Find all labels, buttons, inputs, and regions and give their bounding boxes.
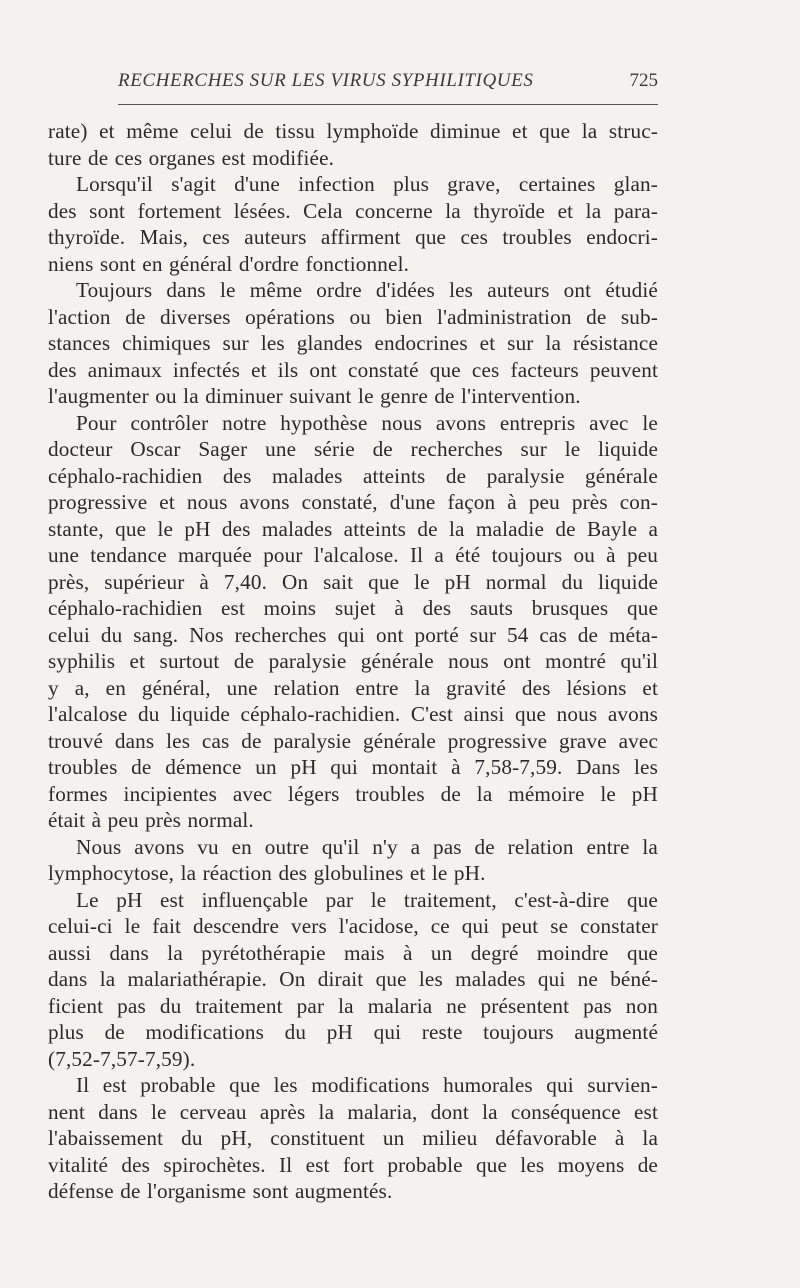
text-line: défense de l'organisme sont augmentés.: [48, 1179, 393, 1203]
text-line: dans la malariathérapie. On dirait que les malades qui ne béné-: [48, 967, 658, 991]
text-line: l'alcalose du liquide céphalo-rachidien. C'est ainsi que nous avons: [48, 702, 658, 726]
text-line: était à peu près normal.: [48, 808, 254, 832]
header-rule: [118, 104, 658, 105]
running-title: RECHERCHES SUR LES VIRUS SYPHILITIQUES: [118, 70, 534, 91]
text-line: plus de modifications du pH qui reste toujours augmenté: [48, 1020, 658, 1044]
text-line: céphalo-rachidien des malades atteints de paralysie générale: [48, 463, 658, 488]
text-line: Pour contrôler notre hypothèse nous avons entrepris avec le: [76, 410, 658, 435]
page-number: 725: [629, 70, 658, 91]
text-line: syphilis et surtout de paralysie générale nous ont montré qu'il: [48, 649, 658, 673]
text-line: docteur Oscar Sager une série de recherches sur le liquide: [48, 437, 658, 461]
text-line: rate) et même celui de tissu lymphoïde diminue et que la struc-: [48, 119, 658, 143]
text-line: celui-ci le fait descendre vers l'acidose, ce qui peut se constater: [48, 914, 658, 938]
text-line: troubles de démence un pH qui montait à 7,58-7,59. Dans les: [48, 755, 658, 779]
text-line: l'abaissement du pH, constituent un milieu défavorable à la: [48, 1126, 658, 1150]
text-line: vitalité des spirochètes. Il est fort probable que les moyens de: [48, 1152, 658, 1177]
text-line: céphalo-rachidien est moins sujet à des sauts brusques que: [48, 596, 658, 620]
text-line: ture de ces organes est modifiée.: [48, 145, 335, 170]
text-line: l'augmenter ou la diminuer suivant le genre de l'intervention.: [48, 384, 581, 408]
text-line: trouvé dans les cas de paralysie générale progressive grave avec: [48, 728, 658, 753]
text-line: formes incipientes avec légers troubles de la mémoire le pH: [48, 781, 658, 806]
text-line: des sont fortement lésées. Cela concerne la thyroïde et la para-: [48, 198, 658, 223]
text-line: (7,52-7,57-7,59).: [48, 1046, 196, 1071]
text-line: des animaux infectés et ils ont constaté que ces facteurs peuvent: [48, 357, 658, 382]
body-text: [48, 118, 658, 1205]
text-line: y a, en général, une relation entre la gravité des lésions et: [48, 675, 658, 700]
text-line: aussi dans la pyrétothérapie mais à un degré moindre que: [48, 940, 658, 965]
text-line: une tendance marquée pour l'alcalose. Il a été toujours ou à peu: [48, 543, 658, 567]
text-line: Le pH est influençable par le traitement, c'est-à-dire que: [76, 887, 658, 912]
text-line: stances chimiques sur les glandes endocrines et sur la résistance: [48, 331, 658, 355]
text-line: lymphocytose, la réaction des globulines et le pH.: [48, 861, 486, 885]
text-line: Nous avons vu en outre qu'il n'y a pas de relation entre la: [76, 834, 658, 859]
text-line: thyroïde. Mais, ces auteurs affirment que ces troubles endocri-: [48, 225, 658, 249]
text-line: stante, que le pH des malades atteints de la maladie de Bayle a: [48, 516, 658, 541]
text-line: Il est probable que les modifications humorales qui survien-: [76, 1073, 658, 1097]
running-header: [48, 60, 658, 94]
book-page: [48, 60, 658, 1203]
text-line: près, supérieur à 7,40. On sait que le pH normal du liquide: [48, 569, 658, 594]
text-line: niens sont en général d'ordre fonctionnel.: [48, 251, 410, 276]
text-line: nent dans le cerveau après la malaria, dont la conséquence est: [48, 1099, 658, 1124]
text-line: Toujours dans le même ordre d'idées les auteurs ont étudié: [76, 278, 658, 302]
text-line: Lorsqu'il s'agit d'une infection plus grave, certaines glan-: [76, 172, 658, 196]
text-line: progressive et nous avons constaté, d'une façon à peu près con-: [48, 490, 658, 514]
text-line: ficient pas du traitement par la malaria ne présentent pas non: [48, 993, 658, 1018]
text-line: l'action de diverses opérations ou bien l'administration de sub-: [48, 304, 658, 329]
text-line: celui du sang. Nos recherches qui ont porté sur 54 cas de méta-: [48, 622, 658, 647]
